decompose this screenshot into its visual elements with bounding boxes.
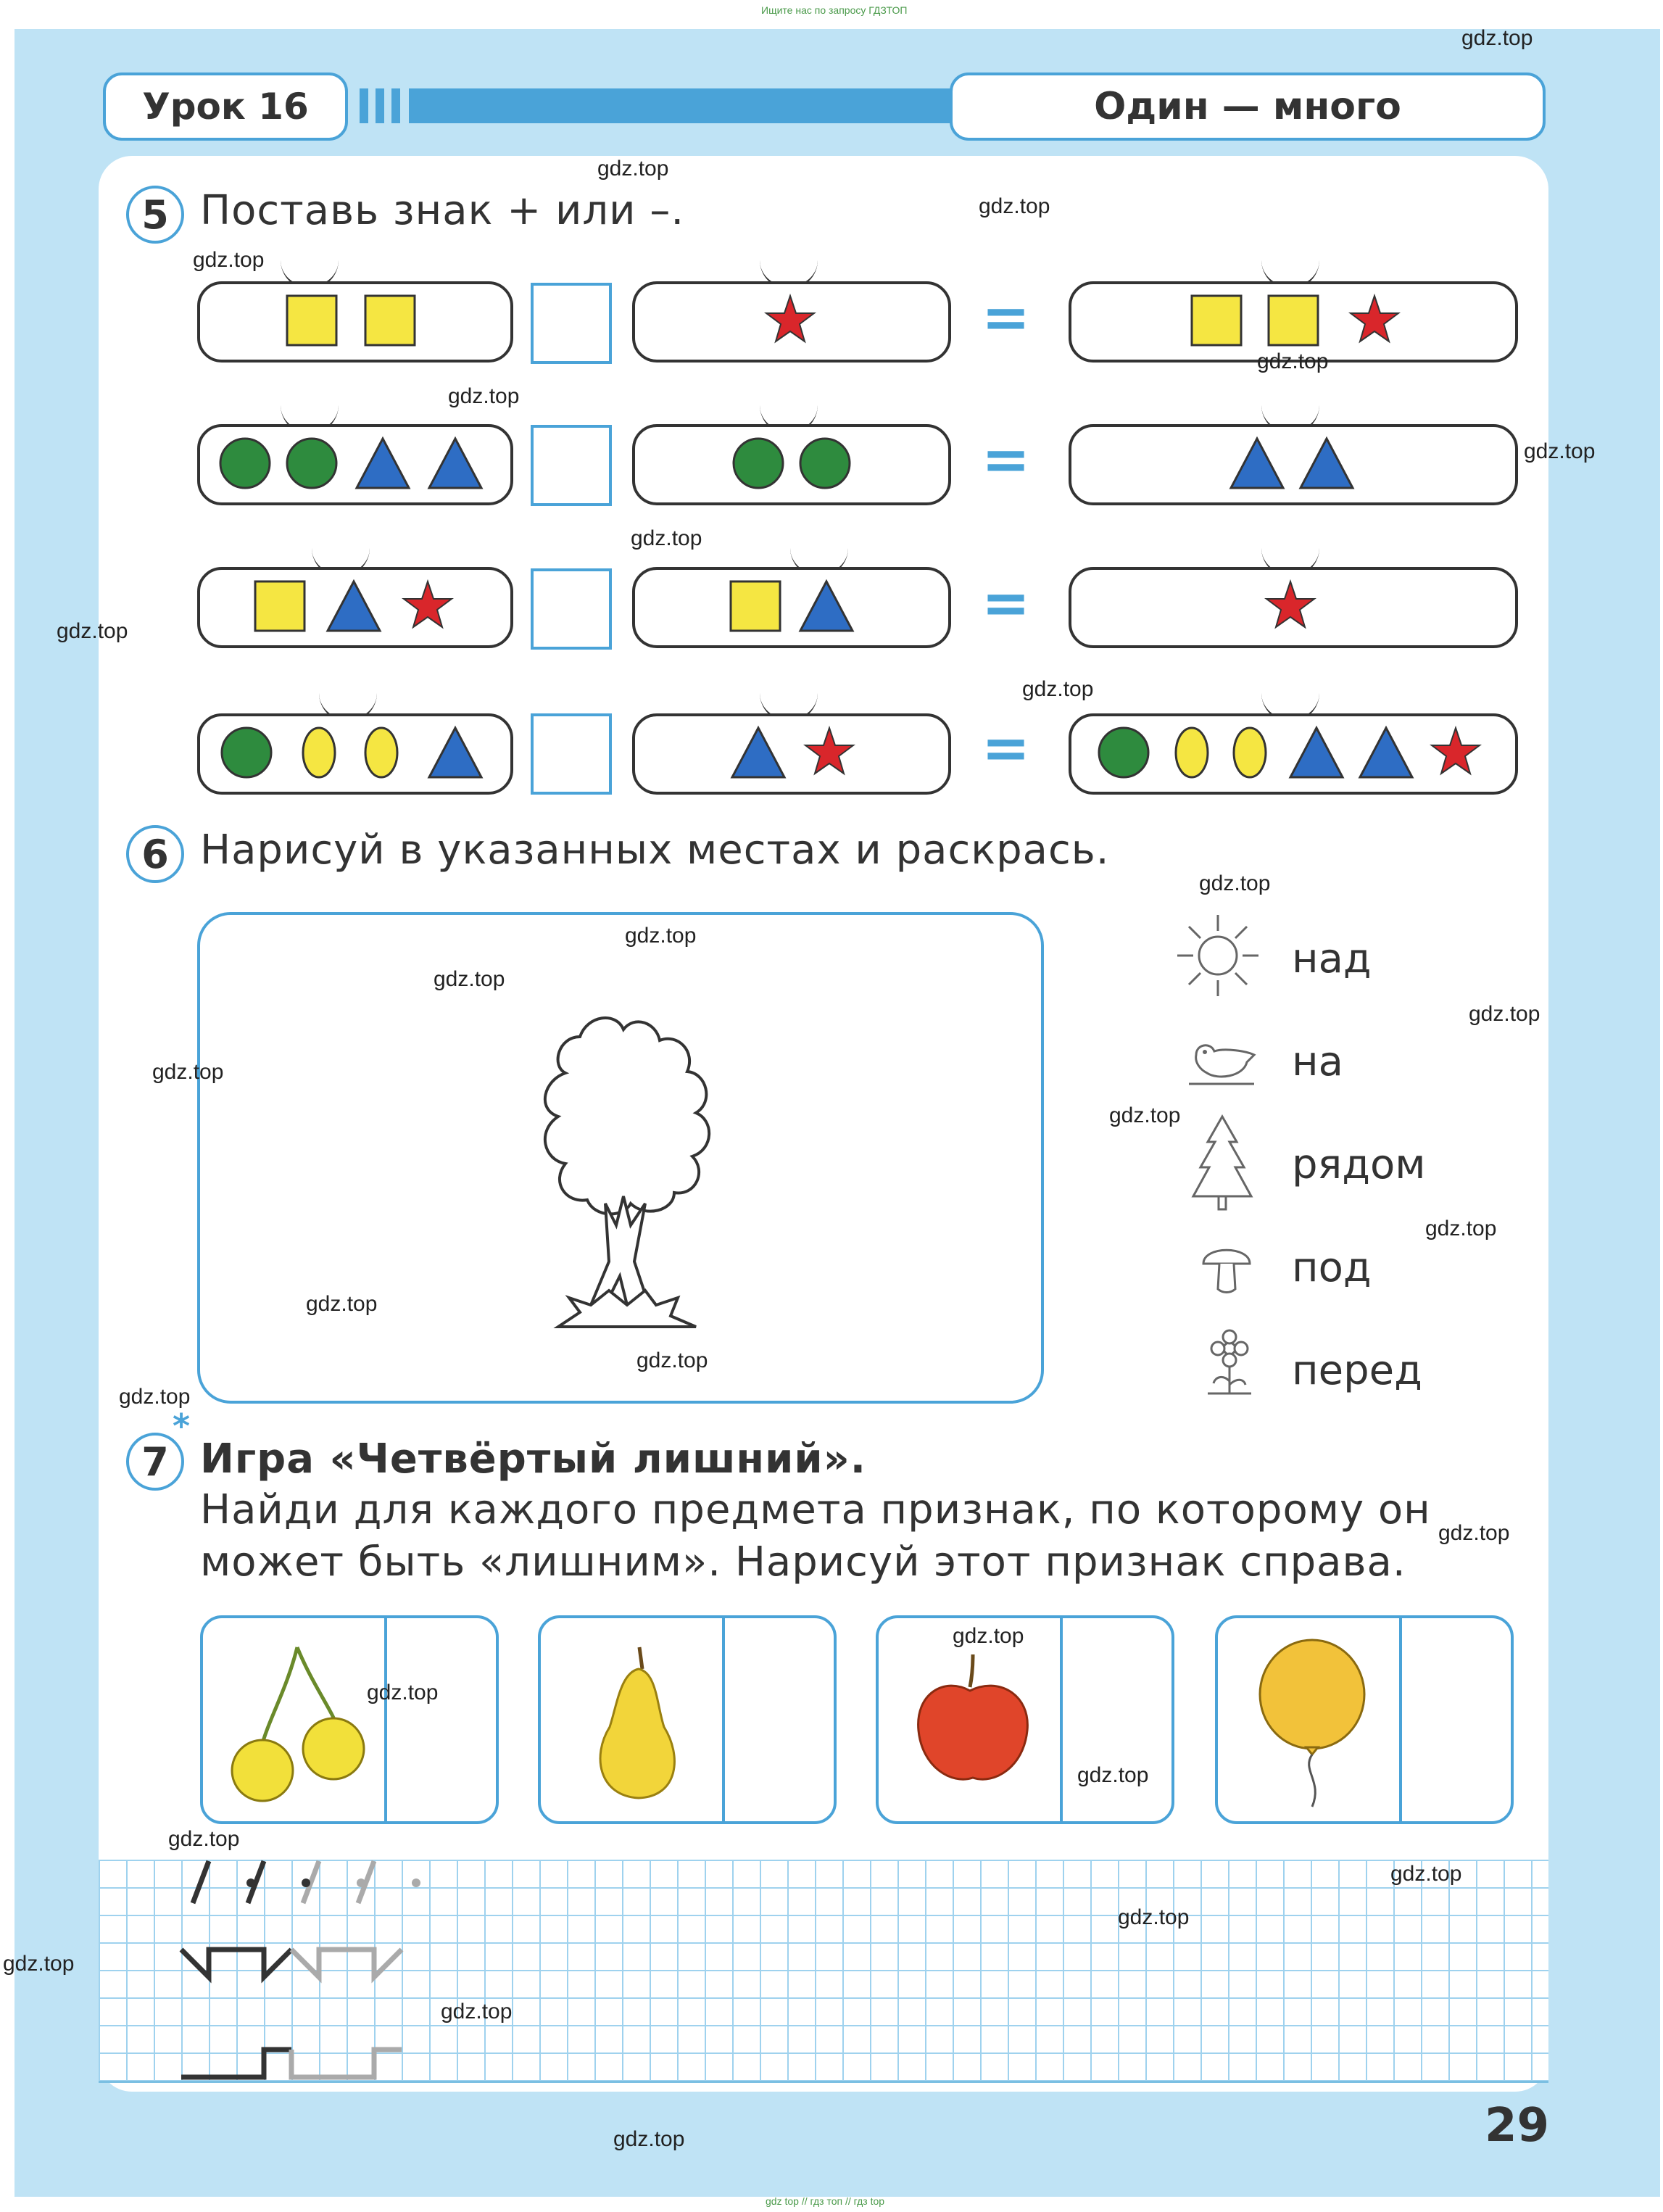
yellow-oval-icon (365, 728, 397, 777)
row2-result-shapes (1069, 424, 1515, 505)
watermark: gdz.top (57, 619, 128, 643)
red-star-icon (805, 728, 853, 774)
watermark: gdz.top (597, 157, 669, 181)
red-star-icon (766, 296, 814, 341)
watermark: gdz.top (1022, 677, 1094, 701)
task7-title: Игра «Четвёртый лишний». (200, 1436, 867, 1483)
row4-middle-shapes (632, 713, 948, 795)
watermark: gdz.top (306, 1292, 378, 1316)
sign-answer-box[interactable] (531, 568, 612, 650)
balloon-icon (1247, 1633, 1377, 1814)
blue-triangle-icon (429, 439, 481, 488)
watermark: gdz.top (1118, 1905, 1190, 1929)
watermark: gdz.top (631, 526, 702, 550)
row4-left-shapes (197, 713, 510, 795)
lesson-label: Урок 16 (142, 86, 309, 128)
row2-middle-shapes (632, 424, 948, 505)
watermark: gdz.top (3, 1952, 75, 1976)
item-box (1215, 1615, 1514, 1824)
blue-triangle-icon (800, 581, 853, 631)
green-circle-icon (1099, 728, 1148, 777)
topic-title: Один — много (1094, 85, 1401, 128)
row4-result-shapes (1069, 713, 1515, 795)
green-circle-icon (220, 439, 270, 488)
row3-middle-shapes (632, 567, 948, 648)
topic-title-box (950, 73, 1546, 141)
row1-middle-shapes (632, 281, 948, 363)
watermark: gdz.top (1469, 1002, 1540, 1026)
watermark: gdz.top (1461, 26, 1533, 50)
pear-icon (570, 1633, 700, 1807)
position-word-under: под (1292, 1244, 1372, 1291)
equals-sign: = (982, 426, 1031, 493)
task-number-7: 7 (126, 1433, 184, 1491)
blue-triangle-icon (357, 439, 409, 488)
sign-answer-box[interactable] (531, 425, 612, 506)
yellow-square-icon (1269, 296, 1318, 345)
watermark: gdz.top (119, 1385, 191, 1409)
watermark: gdz.top (636, 1349, 708, 1372)
blue-triangle-icon (429, 728, 481, 777)
item-box (200, 1615, 499, 1824)
watermark: gdz.top (1199, 871, 1271, 895)
watermark: gdz.top (1257, 349, 1329, 373)
task7-line2: может быть «лишним». Нарисуй этот признак справа. (200, 1538, 1406, 1586)
blue-triangle-icon (1301, 439, 1353, 488)
challenge-star-mark: * (173, 1407, 191, 1446)
row3-result-shapes (1069, 567, 1515, 648)
watermark: gdz.top (979, 194, 1050, 218)
red-star-icon (1351, 296, 1398, 341)
yellow-square-icon (731, 581, 780, 631)
green-circle-icon (800, 439, 850, 488)
yellow-square-icon (365, 296, 415, 345)
pattern-drawing (99, 1860, 650, 2081)
top-banner: Ищите нас по запросу ГДЗТОП (761, 4, 908, 16)
lesson-label-box (103, 73, 348, 141)
blue-triangle-icon (328, 581, 380, 631)
sign-answer-box[interactable] (531, 283, 612, 364)
task-number-5: 5 (126, 186, 184, 244)
page-number: 29 (1485, 2099, 1550, 2153)
item-box (876, 1615, 1174, 1824)
blue-triangle-icon (1360, 728, 1412, 777)
yellow-oval-icon (1234, 728, 1266, 777)
position-word-on: на (1292, 1038, 1343, 1085)
green-circle-icon (222, 728, 271, 777)
position-word-over: над (1292, 935, 1372, 982)
watermark: gdz.top (1109, 1103, 1181, 1127)
yellow-oval-icon (1176, 728, 1208, 777)
red-star-icon (1266, 581, 1314, 627)
yellow-square-icon (255, 581, 304, 631)
sign-answer-box[interactable] (531, 713, 612, 795)
green-circle-icon (287, 439, 336, 488)
fir-tree-icon (1186, 1113, 1258, 1214)
blue-triangle-icon (1231, 439, 1283, 488)
header-stripes (360, 88, 954, 123)
position-word-in-front: перед (1292, 1347, 1422, 1394)
watermark: gdz.top (367, 1681, 439, 1704)
row2-left-shapes (197, 424, 510, 505)
watermark: gdz.top (1390, 1862, 1462, 1886)
row3-left-shapes (197, 567, 510, 648)
yellow-square-icon (287, 296, 336, 345)
watermark: gdz.top (953, 1624, 1024, 1648)
bird-icon (1182, 1033, 1261, 1091)
item-box (538, 1615, 837, 1824)
watermark: gdz.top (434, 967, 505, 991)
watermark: gdz.top (448, 384, 520, 408)
cherries-icon (217, 1633, 377, 1807)
red-star-icon (1432, 728, 1480, 774)
sun-icon (1174, 912, 1261, 999)
yellow-oval-icon (303, 728, 335, 777)
position-word-beside: рядом (1292, 1141, 1426, 1188)
row1-left-shapes (197, 281, 510, 363)
watermark: gdz.top (152, 1060, 224, 1084)
task7-line1: Найди для каждого предмета признак, по которому он (200, 1486, 1431, 1533)
watermark: gdz.top (613, 2127, 685, 2151)
watermark: gdz.top (625, 924, 697, 948)
equals-sign: = (982, 283, 1031, 351)
task6-instruction: Нарисуй в указанных местах и раскрась. (200, 827, 1110, 874)
mushroom-icon (1198, 1238, 1256, 1296)
apple-icon (900, 1640, 1045, 1799)
yellow-square-icon (1192, 296, 1241, 345)
watermark: gdz.top (441, 2000, 513, 2023)
tree-icon (500, 986, 747, 1349)
task5-instruction: Поставь знак + или –. (200, 187, 685, 234)
watermark: gdz.top (1438, 1521, 1510, 1545)
blue-triangle-icon (1290, 728, 1343, 777)
green-circle-icon (734, 439, 783, 488)
equals-sign: = (982, 714, 1031, 782)
equals-sign: = (982, 569, 1031, 637)
blue-triangle-icon (732, 728, 784, 777)
watermark: gdz.top (193, 248, 265, 272)
task-number-6: 6 (126, 825, 184, 883)
flower-icon (1200, 1327, 1258, 1399)
watermark: gdz.top (1425, 1217, 1497, 1240)
watermark: gdz.top (1524, 439, 1596, 463)
watermark: gdz.top (1077, 1763, 1149, 1787)
watermark: gdz.top (168, 1827, 240, 1851)
red-star-icon (404, 581, 452, 627)
bottom-banner: gdz top // гдз топ // гдз top (766, 2195, 885, 2207)
